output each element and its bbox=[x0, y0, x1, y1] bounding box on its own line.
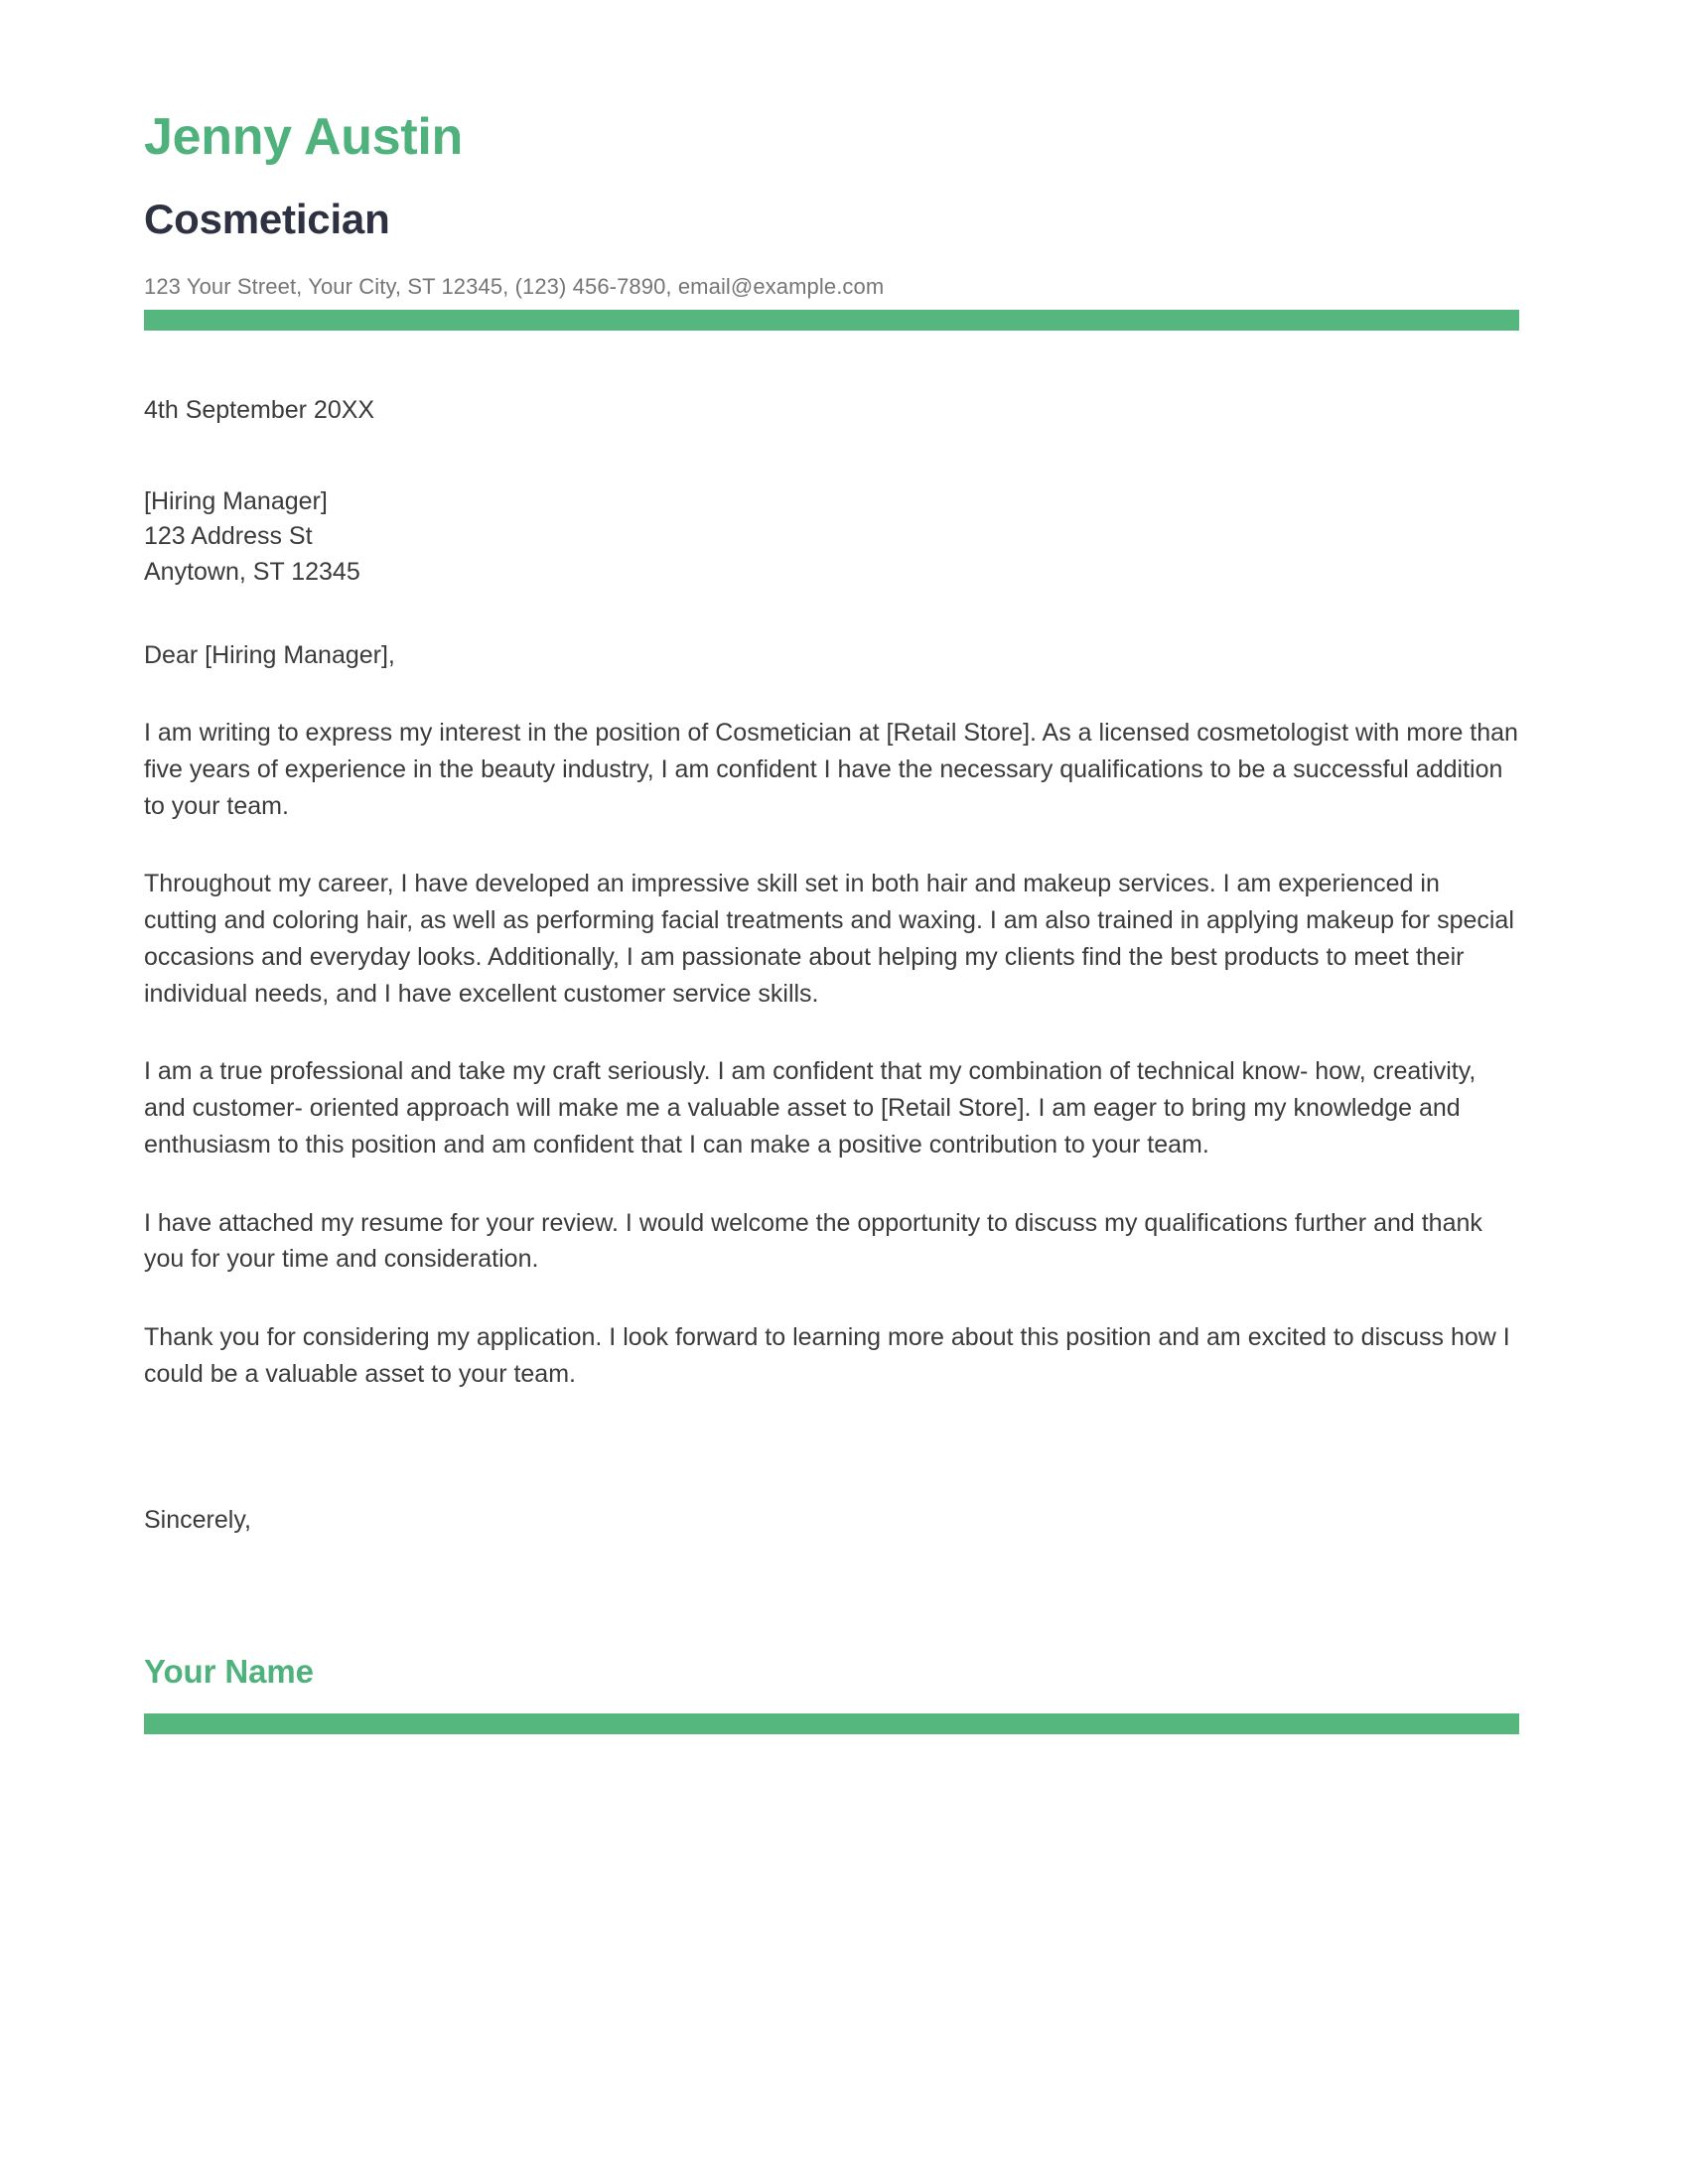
recipient-address-block bbox=[144, 429, 1519, 591]
letter-paragraph-5: Thank you for considering my application. I look forward to learning more about this position and am excited to discuss how I could be a valuable asset to your team. bbox=[144, 1323, 1510, 1388]
closing-salutation: Sincerely, bbox=[144, 1505, 251, 1534]
letter-paragraph-1: I am writing to express my interest in the position of Cosmetician at [Retail Store]. As a licensed cosmetologist with more than five years of experience in the beauty industry, I am confident I have the necessary qualifications to be a successful addition to your team. bbox=[144, 719, 1518, 820]
footer-accent-rule bbox=[144, 1713, 1519, 1734]
letter-date: 4th September 20XX bbox=[144, 396, 375, 425]
letter-paragraph-3: I am a true professional and take my craft seriously. I am confident that my combination of technical know- how, creativity, and customer- oriented approach will make me a valuable asset to [Retail Store]. I am eager to bring my knowledge and enthusiasm to this position and am confident that I can make a positive contribution to your team. bbox=[144, 1057, 1477, 1159]
letter-paragraph-2: Throughout my career, I have developed an impressive skill set in both hair and makeup services. I am experienced in cutting and coloring hair, as well as performing facial treatments and waxing. I am also trained in applying makeup for special occasions and everyday looks. Additionally, I am passionate about helping my clients find the best products to meet their individual needs, and I have excellent customer service skills. bbox=[144, 870, 1514, 1008]
recipient-line-3: Anytown, ST 12345 bbox=[144, 558, 360, 587]
signature-name: Your Name bbox=[144, 1652, 314, 1690]
contact-info-line: 123 Your Street, Your City, ST 12345, (123) 456-7890, email@example.com bbox=[144, 274, 885, 299]
letter-salutation: Dear [Hiring Manager], bbox=[144, 640, 395, 669]
letter-paragraph-4: I have attached my resume for your review. I would welcome the opportunity to discuss my qualifications further and thank you for your time and consideration. bbox=[144, 1208, 1482, 1274]
recipient-line-1: [Hiring Manager] bbox=[144, 486, 328, 515]
recipient-line-2: 123 Address St bbox=[144, 522, 313, 551]
header-accent-rule bbox=[144, 310, 1519, 331]
letter-body bbox=[144, 331, 1519, 1538]
letter-content-column bbox=[144, 0, 1519, 1734]
letter-footer bbox=[144, 1538, 1519, 1734]
applicant-name: Jenny Austin bbox=[144, 108, 463, 166]
letter-header bbox=[144, 0, 1519, 331]
applicant-job-title: Cosmetician bbox=[144, 196, 390, 242]
